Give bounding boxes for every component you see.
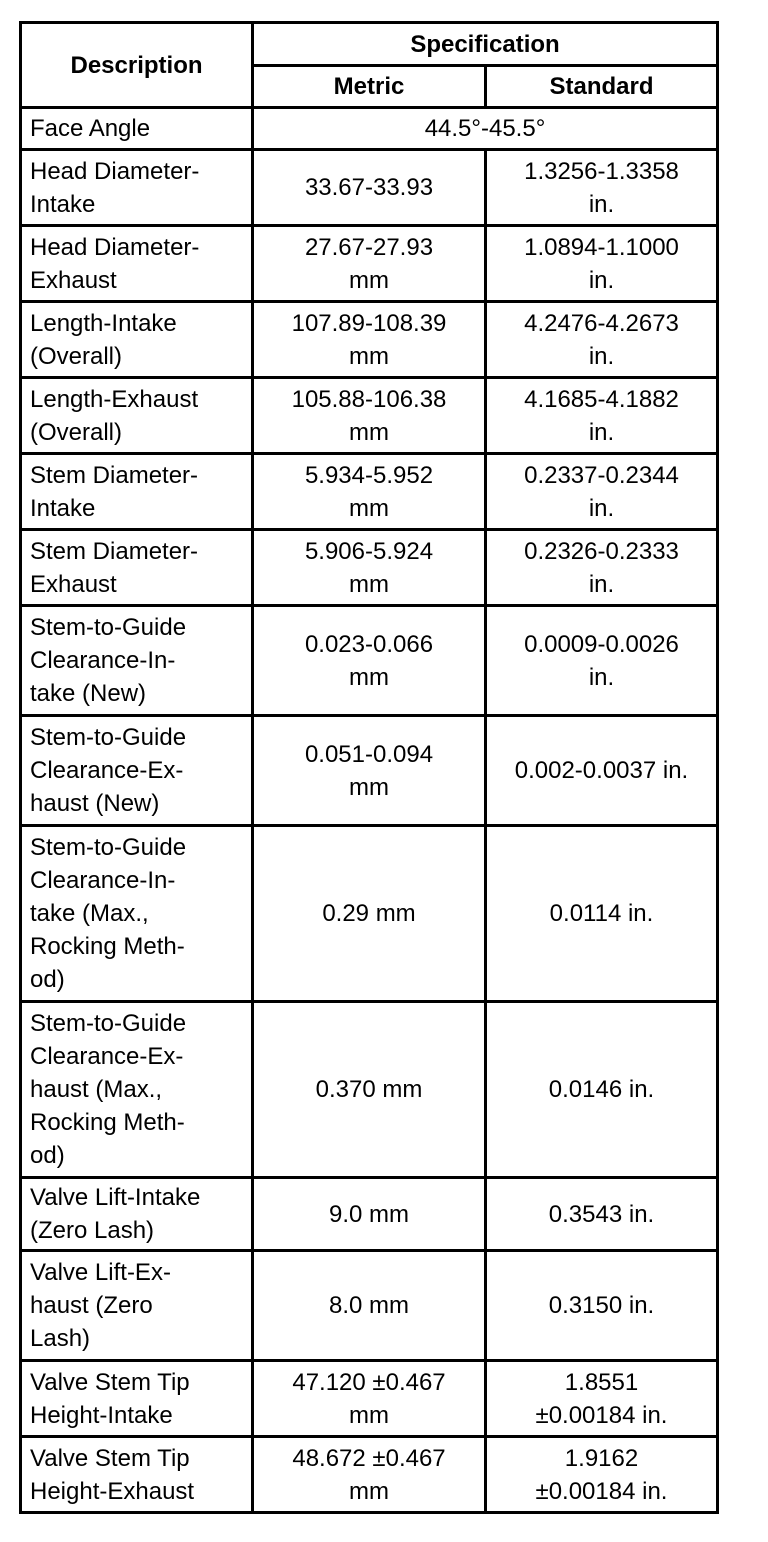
- cell-description: Valve Lift-Ex- haust (Zero Lash): [21, 1251, 253, 1361]
- cell-metric: 48.672 ±0.467 mm: [253, 1437, 486, 1513]
- cell-standard: 0.0146 in.: [486, 1002, 718, 1178]
- cell-metric: 105.88-106.38 mm: [253, 378, 486, 454]
- cell-standard: 0.3543 in.: [486, 1178, 718, 1251]
- table-row: [21, 150, 718, 226]
- table-row: [21, 1178, 718, 1251]
- table-row: [21, 1251, 718, 1361]
- cell-metric: 33.67-33.93: [253, 150, 486, 226]
- cell-description: Length-Exhaust (Overall): [21, 378, 253, 454]
- cell-metric: 9.0 mm: [253, 1178, 486, 1251]
- cell-standard: 0.0009-0.0026 in.: [486, 606, 718, 716]
- cell-metric: 5.934-5.952 mm: [253, 454, 486, 530]
- cell-metric: 27.67-27.93 mm: [253, 226, 486, 302]
- cell-description: Stem-to-Guide Clearance-In- take (New): [21, 606, 253, 716]
- table-row: [21, 1437, 718, 1513]
- cell-description: Stem-to-Guide Clearance-In- take (Max., Rocking Meth- od): [21, 826, 253, 1002]
- header-description: Description: [21, 23, 253, 108]
- cell-description: Face Angle: [21, 108, 253, 150]
- cell-description: Stem-to-Guide Clearance-Ex- haust (New): [21, 716, 253, 826]
- cell-description: Valve Lift-Intake (Zero Lash): [21, 1178, 253, 1251]
- cell-metric: 107.89-108.39 mm: [253, 302, 486, 378]
- table-row: [21, 226, 718, 302]
- cell-description: Head Diameter- Intake: [21, 150, 253, 226]
- cell-metric: 0.29 mm: [253, 826, 486, 1002]
- table-row-face-angle: [21, 108, 718, 150]
- cell-description: Valve Stem Tip Height-Exhaust: [21, 1437, 253, 1513]
- table-row: [21, 716, 718, 826]
- cell-standard: 0.002-0.0037 in.: [486, 716, 718, 826]
- table-row: [21, 378, 718, 454]
- header-row-top: [21, 23, 718, 66]
- cell-standard: 4.2476-4.2673 in.: [486, 302, 718, 378]
- cell-description: Length-Intake (Overall): [21, 302, 253, 378]
- header-standard: Standard: [486, 66, 718, 108]
- cell-description: Valve Stem Tip Height-Intake: [21, 1361, 253, 1437]
- header-metric: Metric: [253, 66, 486, 108]
- cell-standard: 0.2326-0.2333 in.: [486, 530, 718, 606]
- cell-standard: 1.3256-1.3358 in.: [486, 150, 718, 226]
- cell-face-angle-value: 44.5°-45.5°: [253, 108, 718, 150]
- cell-standard: 4.1685-4.1882 in.: [486, 378, 718, 454]
- cell-standard: 1.9162 ±0.00184 in.: [486, 1437, 718, 1513]
- cell-standard: 0.2337-0.2344 in.: [486, 454, 718, 530]
- cell-standard: 1.0894-1.1000 in.: [486, 226, 718, 302]
- cell-metric: 8.0 mm: [253, 1251, 486, 1361]
- cell-metric: 0.023-0.066 mm: [253, 606, 486, 716]
- cell-description: Stem Diameter- Exhaust: [21, 530, 253, 606]
- table-row: [21, 826, 718, 1002]
- table-row: [21, 454, 718, 530]
- cell-metric: 0.051-0.094 mm: [253, 716, 486, 826]
- header-specification: Specification: [253, 23, 718, 66]
- cell-standard: 1.8551 ±0.00184 in.: [486, 1361, 718, 1437]
- valve-specification-table: [19, 21, 719, 1514]
- cell-metric: 5.906-5.924 mm: [253, 530, 486, 606]
- cell-standard: 0.3150 in.: [486, 1251, 718, 1361]
- cell-standard: 0.0114 in.: [486, 826, 718, 1002]
- cell-description: Head Diameter- Exhaust: [21, 226, 253, 302]
- table-row: [21, 1002, 718, 1178]
- cell-description: Stem-to-Guide Clearance-Ex- haust (Max., Rocking Meth- od): [21, 1002, 253, 1178]
- table-row: [21, 530, 718, 606]
- table-row: [21, 1361, 718, 1437]
- table-row: [21, 606, 718, 716]
- table-row: [21, 302, 718, 378]
- cell-description: Stem Diameter- Intake: [21, 454, 253, 530]
- cell-metric: 47.120 ±0.467 mm: [253, 1361, 486, 1437]
- cell-metric: 0.370 mm: [253, 1002, 486, 1178]
